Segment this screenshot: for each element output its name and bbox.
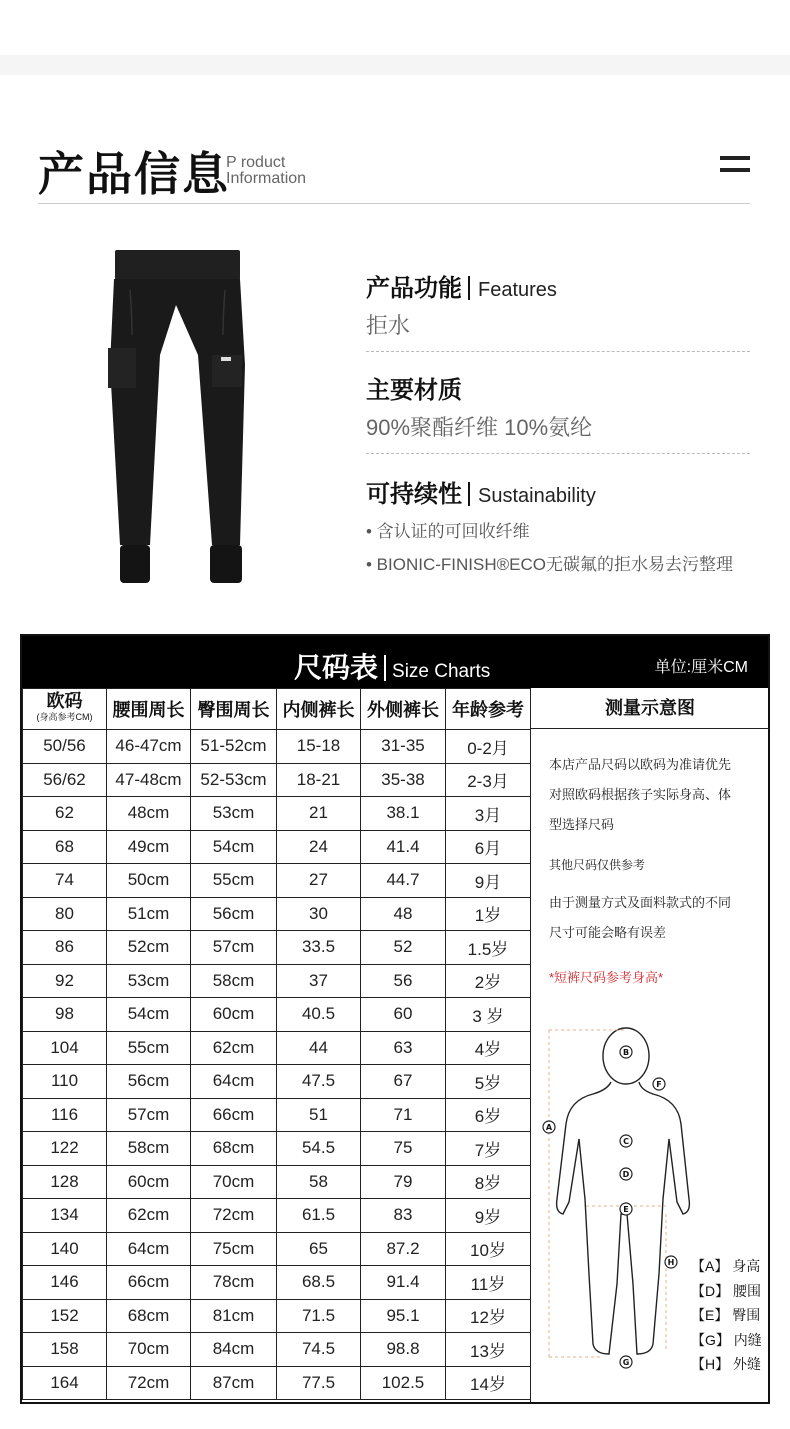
legend-item: 【E】 臀围 (691, 1307, 761, 1323)
diagram-title: 测量示意图 (531, 688, 769, 729)
table-cell: 37 (277, 964, 361, 998)
table-cell: 78cm (191, 1266, 277, 1300)
table-cell: 70cm (191, 1165, 277, 1199)
table-cell: 98.8 (361, 1333, 446, 1367)
table-row (23, 797, 531, 831)
table-cell: 72cm (191, 1199, 277, 1233)
size-chart-title-en: Size Charts (392, 661, 491, 682)
table-cell: 58cm (107, 1132, 191, 1166)
table-cell: 7岁 (446, 1132, 531, 1166)
dashed-divider (366, 351, 750, 352)
sustainability-section (366, 474, 750, 575)
measurement-markers (543, 1046, 677, 1368)
table-cell: 158 (23, 1333, 107, 1367)
sustainability-heading (366, 474, 750, 509)
note-line: 型选择尺码 (549, 817, 615, 832)
reference-note: 其他尺码仅供参考 (549, 858, 646, 872)
table-cell: 52 (361, 931, 446, 965)
marker-e-label: E (623, 1205, 629, 1214)
table-cell: 68cm (107, 1299, 191, 1333)
table-cell: 77.5 (277, 1366, 361, 1400)
table-cell: 48cm (107, 797, 191, 831)
table-cell: 81cm (191, 1299, 277, 1333)
size-chart-header (22, 636, 768, 688)
table-cell: 35-38 (361, 763, 446, 797)
table-cell: 44.7 (361, 864, 446, 898)
shorts-note: *短裤尺码参考身高* (549, 970, 664, 985)
table-row (23, 1266, 531, 1300)
dashed-divider (366, 453, 750, 454)
table-cell: 152 (23, 1299, 107, 1333)
table-cell: 80 (23, 897, 107, 931)
sustainability-title-en: Sustainability (478, 485, 596, 507)
table-row (23, 1098, 531, 1132)
table-cell: 9岁 (446, 1199, 531, 1233)
table-cell: 72cm (107, 1366, 191, 1400)
table-row (23, 730, 531, 764)
note-line: 对照欧码根据孩子实际身高、体 (549, 787, 732, 802)
table-cell: 62cm (107, 1199, 191, 1233)
table-cell: 47-48cm (107, 763, 191, 797)
table-cell: 67 (361, 1065, 446, 1099)
sustainability-bullet: • BIONIC-FINISH®ECO无碳氟的拒水易去污整理 (366, 555, 733, 574)
table-cell: 49cm (107, 830, 191, 864)
marker-a-label: A (545, 1123, 553, 1132)
variance-note (549, 888, 764, 948)
features-value: 拒水 (366, 313, 411, 338)
column-header: 臀围周长 (191, 689, 277, 730)
table-cell: 128 (23, 1165, 107, 1199)
features-heading (366, 268, 750, 303)
table-cell: 51-52cm (191, 730, 277, 764)
table-cell: 0-2月 (446, 730, 531, 764)
table-cell: 74.5 (277, 1333, 361, 1367)
table-cell: 102.5 (361, 1366, 446, 1400)
table-cell: 56cm (191, 897, 277, 931)
table-cell: 74 (23, 864, 107, 898)
table-cell: 55cm (107, 1031, 191, 1065)
marker-f-label: F (656, 1080, 662, 1089)
marker-b-label: B (622, 1048, 630, 1057)
table-cell: 3月 (446, 797, 531, 831)
table-cell: 12岁 (446, 1299, 531, 1333)
menu-icon[interactable] (720, 156, 750, 176)
legend-item: 【G】 内缝 (691, 1331, 762, 1348)
table-cell: 1岁 (446, 897, 531, 931)
table-cell: 91.4 (361, 1266, 446, 1300)
table-cell: 56/62 (23, 763, 107, 797)
table-cell: 164 (23, 1366, 107, 1400)
table-cell: 84cm (191, 1333, 277, 1367)
legend-item: 【A】 身高 (691, 1258, 761, 1274)
table-cell: 92 (23, 964, 107, 998)
table-cell: 95.1 (361, 1299, 446, 1333)
table-cell: 33.5 (277, 931, 361, 965)
table-cell: 14岁 (446, 1366, 531, 1400)
table-cell: 66cm (191, 1098, 277, 1132)
table-cell: 68.5 (277, 1266, 361, 1300)
column-header (23, 689, 107, 730)
table-cell: 50cm (107, 864, 191, 898)
marker-d-label: D (622, 1170, 630, 1179)
table-cell: 51cm (107, 897, 191, 931)
table-cell: 56 (361, 964, 446, 998)
page-subtitle (226, 155, 306, 187)
table-cell: 21 (277, 797, 361, 831)
size-chart-title-cn: 尺码表 (294, 652, 379, 683)
features-section (366, 268, 750, 340)
table-cell: 4岁 (446, 1031, 531, 1065)
table-cell: 64cm (107, 1232, 191, 1266)
table-cell: 71 (361, 1098, 446, 1132)
note-line: 由于测量方式及面料款式的不同 (549, 895, 732, 910)
table-cell: 6月 (446, 830, 531, 864)
table-cell: 41.4 (361, 830, 446, 864)
table-cell: 98 (23, 998, 107, 1032)
table-cell: 51 (277, 1098, 361, 1132)
sustainability-title: 可持续性 (366, 481, 462, 508)
table-cell: 71.5 (277, 1299, 361, 1333)
column-header: 年龄参考 (446, 689, 531, 730)
table-cell: 60cm (107, 1165, 191, 1199)
legend-item: 【H】 外缝 (691, 1356, 761, 1372)
table-cell: 83 (361, 1199, 446, 1233)
table-cell: 79 (361, 1165, 446, 1199)
table-row (23, 897, 531, 931)
table-row (23, 1165, 531, 1199)
table-cell: 75 (361, 1132, 446, 1166)
column-header-label: 欧码 (46, 691, 83, 711)
table-cell: 61.5 (277, 1199, 361, 1233)
column-header: 内侧裤长 (277, 689, 361, 730)
table-row (23, 1031, 531, 1065)
table-cell: 87.2 (361, 1232, 446, 1266)
table-cell: 27 (277, 864, 361, 898)
table-cell: 140 (23, 1232, 107, 1266)
table-cell: 10岁 (446, 1232, 531, 1266)
table-cell: 3 岁 (446, 998, 531, 1032)
table-cell: 65 (277, 1232, 361, 1266)
table-cell: 64cm (191, 1065, 277, 1099)
table-cell: 86 (23, 931, 107, 965)
marker-h-label: H (667, 1258, 675, 1267)
features-title: 产品功能 (366, 275, 462, 302)
table-row (23, 864, 531, 898)
size-chart (20, 634, 770, 1404)
table-cell: 9月 (446, 864, 531, 898)
subtitle-line-2: Information (226, 170, 307, 187)
top-band (0, 55, 790, 75)
marker-g-label: G (622, 1358, 630, 1367)
table-cell: 54cm (107, 998, 191, 1032)
page-title: 产品信息 (38, 148, 230, 200)
table-cell: 70cm (107, 1333, 191, 1367)
table-row (23, 1065, 531, 1099)
table-row (23, 830, 531, 864)
table-cell: 50/56 (23, 730, 107, 764)
table-row (23, 1132, 531, 1166)
table-cell: 13岁 (446, 1333, 531, 1367)
note-line: 尺寸可能会略有误差 (549, 925, 667, 940)
table-cell: 47.5 (277, 1065, 361, 1099)
table-cell: 30 (277, 897, 361, 931)
table-cell: 15-18 (277, 730, 361, 764)
marker-c-label: C (623, 1137, 629, 1146)
table-cell: 116 (23, 1098, 107, 1132)
table-cell: 58 (277, 1165, 361, 1199)
table-row (23, 1232, 531, 1266)
table-cell: 54.5 (277, 1132, 361, 1166)
table-cell: 63 (361, 1031, 446, 1065)
table-cell: 53cm (191, 797, 277, 831)
size-chart-unit: 单位:厘米CM (654, 659, 748, 676)
table-cell: 110 (23, 1065, 107, 1099)
table-cell: 5岁 (446, 1065, 531, 1099)
sustainability-bullet: • 含认证的可回收纤维 (366, 522, 530, 541)
material-section (366, 370, 750, 442)
column-header: 腰围周长 (107, 689, 191, 730)
table-cell: 44 (277, 1031, 361, 1065)
table-body (23, 730, 531, 1400)
table-cell: 53cm (107, 964, 191, 998)
table-cell: 52cm (107, 931, 191, 965)
size-table (22, 688, 531, 1400)
table-row (23, 1299, 531, 1333)
measurement-legend (691, 1254, 762, 1377)
table-cell: 1.5岁 (446, 931, 531, 965)
column-header: 外侧裤长 (361, 689, 446, 730)
size-note (549, 750, 764, 840)
table-cell: 58cm (191, 964, 277, 998)
legend-item: 【D】 腰围 (691, 1282, 761, 1299)
table-row (23, 1366, 531, 1400)
column-header-sub: (身高参考CM) (36, 712, 93, 722)
table-cell: 68 (23, 830, 107, 864)
table-cell: 48 (361, 897, 446, 931)
table-cell: 62cm (191, 1031, 277, 1065)
table-cell: 68cm (191, 1132, 277, 1166)
table-row (23, 931, 531, 965)
header-divider (38, 203, 750, 204)
table-cell: 134 (23, 1199, 107, 1233)
body-measurement-figure (541, 1024, 701, 1374)
table-cell: 62 (23, 797, 107, 831)
table-cell: 87cm (191, 1366, 277, 1400)
measurement-diagram-panel (530, 688, 769, 1402)
table-cell: 40.5 (277, 998, 361, 1032)
table-row (23, 998, 531, 1032)
table-cell: 75cm (191, 1232, 277, 1266)
material-value: 90%聚酯纤维 10%氨纶 (366, 415, 593, 440)
table-cell: 52-53cm (191, 763, 277, 797)
table-row (23, 763, 531, 797)
material-title: 主要材质 (366, 377, 462, 404)
table-cell: 146 (23, 1266, 107, 1300)
table-cell: 55cm (191, 864, 277, 898)
table-cell: 122 (23, 1132, 107, 1166)
note-line: 本店产品尺码以欧码为准请优先 (549, 757, 732, 772)
table-cell: 31-35 (361, 730, 446, 764)
table-cell: 38.1 (361, 797, 446, 831)
table-row (23, 964, 531, 998)
table-cell: 24 (277, 830, 361, 864)
table-cell: 2岁 (446, 964, 531, 998)
table-cell: 66cm (107, 1266, 191, 1300)
table-cell: 2-3月 (446, 763, 531, 797)
table-header-row (23, 689, 531, 730)
table-cell: 54cm (191, 830, 277, 864)
table-cell: 57cm (191, 931, 277, 965)
table-cell: 104 (23, 1031, 107, 1065)
table-cell: 56cm (107, 1065, 191, 1099)
table-cell: 60cm (191, 998, 277, 1032)
table-cell: 8岁 (446, 1165, 531, 1199)
table-cell: 6岁 (446, 1098, 531, 1132)
table-cell: 60 (361, 998, 446, 1032)
table-cell: 46-47cm (107, 730, 191, 764)
table-cell: 18-21 (277, 763, 361, 797)
table-row (23, 1333, 531, 1367)
table-row (23, 1199, 531, 1233)
product-image (100, 245, 250, 590)
size-chart-title (294, 646, 490, 686)
features-title-en: Features (478, 279, 557, 301)
subtitle-line-1: P roduct (226, 154, 286, 171)
table-cell: 57cm (107, 1098, 191, 1132)
table-cell: 11岁 (446, 1266, 531, 1300)
